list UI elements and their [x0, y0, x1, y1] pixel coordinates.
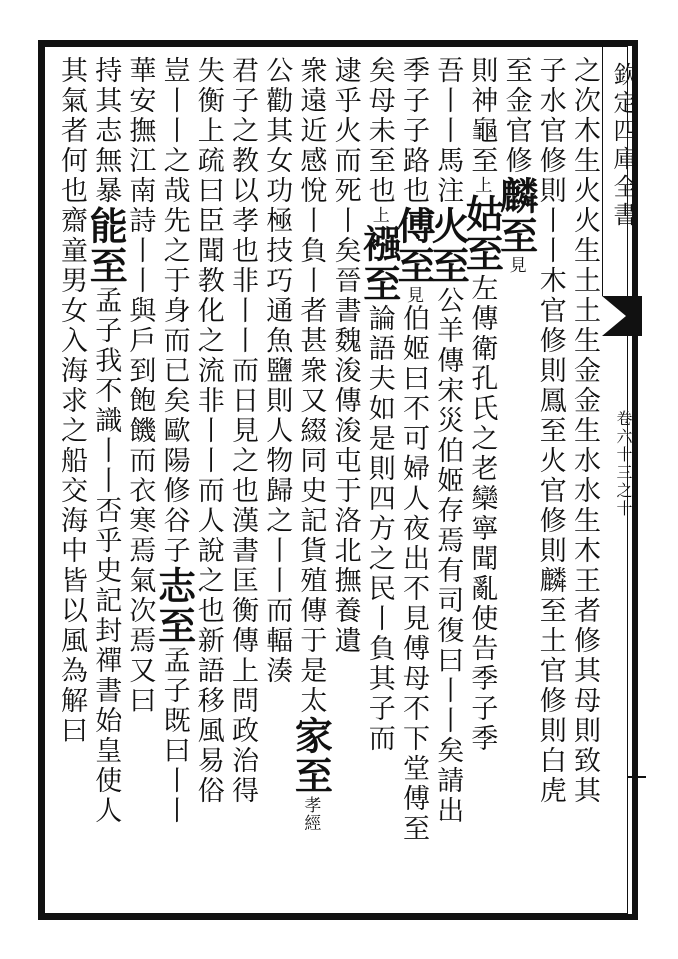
column-text: 子水官修則丨丨木官修則鳳至火官修則麟至土官修則白虎: [534, 56, 566, 806]
headword: 傅至: [391, 206, 436, 286]
column-text: 矣母未至也: [363, 56, 395, 206]
annotation: 孝經: [300, 796, 321, 832]
column-text: 公羊傳宋災伯姬存焉有司復曰丨丨矣請出: [432, 286, 464, 826]
column-text: 君子之教以孝也非丨丨而日見之也漢書匡衡傳上問政治得: [227, 56, 258, 806]
headword: 姑至: [459, 194, 505, 274]
column-text: 持其志無暴: [90, 56, 122, 206]
annotation: 見: [403, 286, 423, 304]
column-text: 吾丨丨馬注: [432, 56, 464, 206]
column-text: 孟子我不識丨丨否乎史記封禪書始皇使人: [90, 286, 122, 826]
column-text: 左傳衛孔氏之老欒寧聞亂使告季子季: [466, 274, 498, 754]
headword: 能至: [83, 206, 129, 286]
headword: 家至: [288, 716, 334, 796]
column-text: 焉氣次焉又曰: [124, 536, 156, 716]
headword: 火至: [425, 206, 471, 286]
column-text: 孟子既曰丨丨: [158, 646, 190, 826]
column-text: 則神龜至: [466, 56, 498, 176]
column-text: 豈丨丨之哉先之于身而已矣歐陽修谷子: [158, 56, 190, 566]
annotation: 見: [505, 256, 526, 274]
column-text: 之次木生火火生土土生金金生水水生木王者修其母則致其: [569, 56, 600, 806]
headword: 志至: [151, 566, 197, 646]
column-text: 丨矣晉書魏浚傳浚屯于洛北撫養遺: [329, 206, 361, 656]
column-text: 衆遠近感悅丨負丨者甚衆又綴同史記貨殖傳于是太: [295, 56, 327, 716]
column-text: 華安撫江南詩丨丨與戶到飽饑而衣寒: [124, 56, 156, 536]
column-text: 其氣者何也: [56, 56, 87, 206]
column-text: 逮乎火而死: [329, 56, 361, 206]
headword: 麟至: [493, 176, 539, 256]
text-column: [49, 56, 93, 906]
column-text: 伯姬曰不可婦人夜出不見傅母不下堂傅至: [398, 304, 429, 844]
juan-label: 卷六十三之十: [614, 410, 633, 518]
column-text: 失衡上疏曰臣聞教化之流非丨丨而人說之也新語移風易俗: [192, 56, 224, 806]
annotation: 上: [471, 176, 492, 194]
annotation: 上: [368, 206, 389, 224]
book-title: 欽定四庫全書: [609, 62, 637, 230]
column-text: 季子子路也: [398, 56, 429, 206]
margin-mark: [628, 776, 646, 778]
headword: 襁至: [356, 224, 402, 304]
column-text: 至金官修: [500, 56, 532, 176]
column-text: 公勸其女功極技巧通魚鹽則人物歸之丨丨而輻湊: [261, 56, 293, 686]
column-text: 論語夫如是則四方之民丨負其子而: [363, 304, 395, 754]
column-text: 齋童男女入海求之船交海中皆以風為解曰: [56, 206, 87, 746]
